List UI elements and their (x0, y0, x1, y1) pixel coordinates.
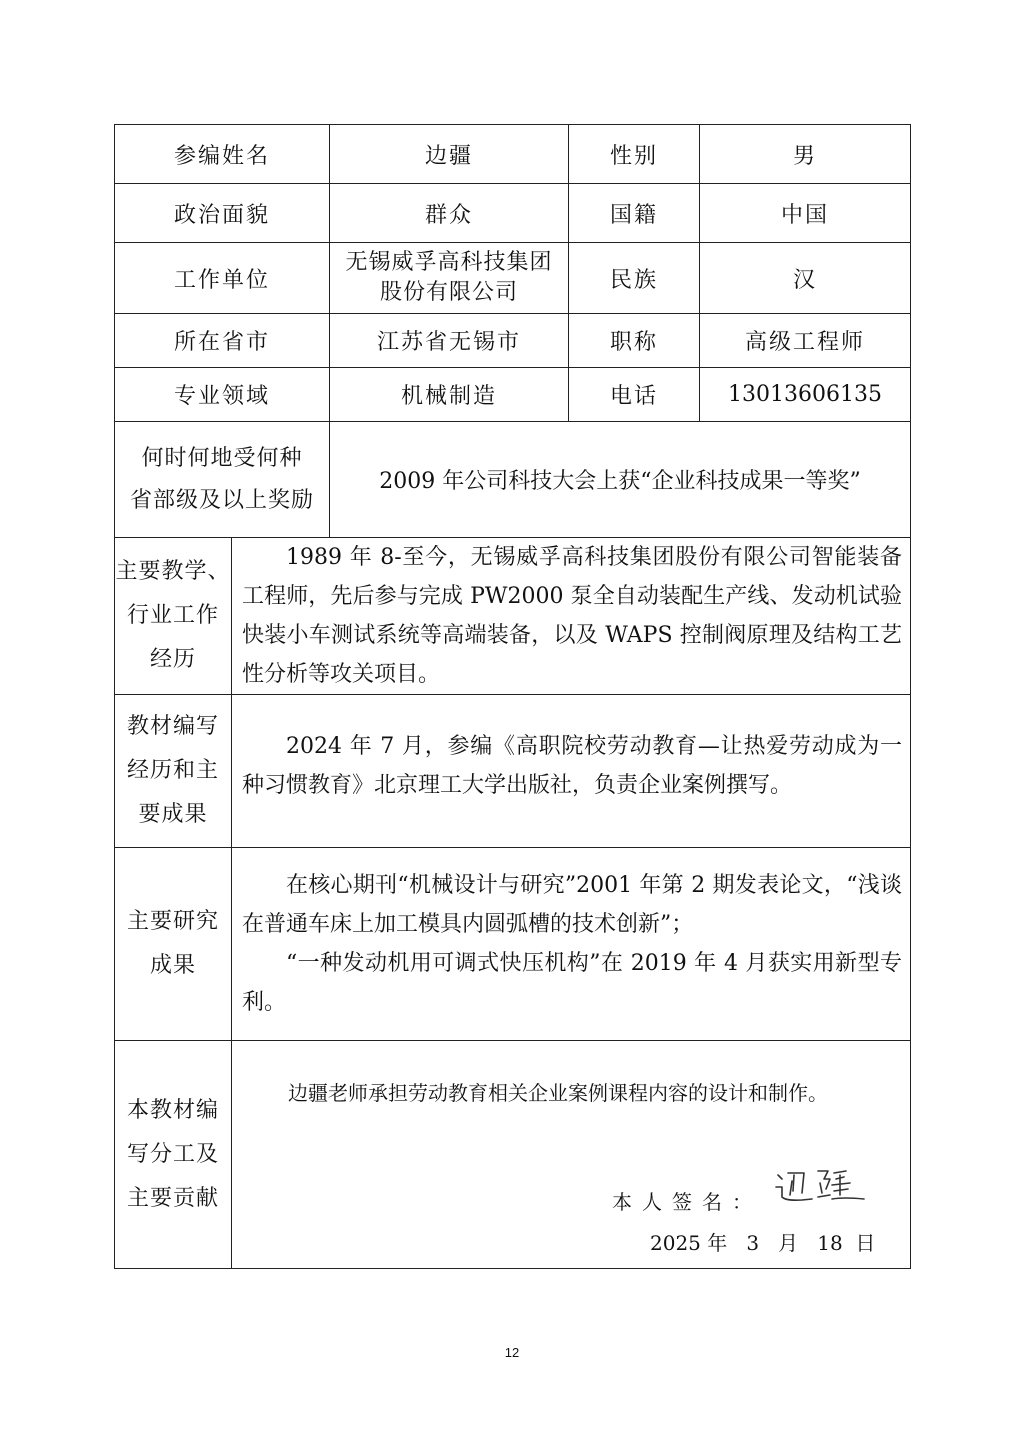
awards-label-line: 省部级及以上奖励 (130, 487, 315, 513)
table-row (115, 422, 911, 538)
contribution-label-line: 本教材编 (126, 1097, 219, 1123)
table-row (115, 314, 911, 368)
gender-value: 男 (700, 125, 911, 184)
location-value: 江苏省无锡市 (330, 314, 569, 368)
table-row (115, 368, 911, 422)
politics-label: 政治面貌 (115, 184, 330, 243)
contribution-text: 边疆老师承担劳动教育相关企业案例课程内容的设计和制作。 (288, 1081, 828, 1105)
date-month-unit: 月 (778, 1231, 799, 1255)
table-row (115, 184, 911, 243)
title-value: 高级工程师 (700, 314, 911, 368)
contribution-content (232, 1041, 911, 1269)
research-text-patent: “一种发动机用可调式快压机构”在 2019 年 4 月获实用新型专利。 (242, 951, 903, 1015)
table-row (115, 243, 911, 314)
experience-label-line: 行业工作 (126, 603, 219, 628)
table-row (115, 125, 911, 184)
research-text-paper: 在核心期刊“机械设计与研究”2001 年第 2 期发表论文，“浅谈在普通车床上加工模具内圆弧槽的技术创新”； (242, 873, 903, 937)
experience-text: 1989 年 8-至今，无锡威孚高科技集团股份有限公司智能装备工程师，先后参与完成 PW2000 泵全自动装配生产线、发动机试验快装小车测试系统等高端装备，以及 WAPS 控制阀原理及结构工艺性分析等攻关项目。 (242, 545, 903, 687)
phone-label: 电话 (569, 368, 700, 422)
textbook-label-line: 要成果 (138, 802, 208, 827)
author-info-table (114, 124, 911, 1269)
experience-content (232, 538, 911, 695)
handwritten-signature (772, 1163, 868, 1205)
nationality-value: 中国 (700, 184, 911, 243)
awards-label (115, 422, 330, 538)
phone-value: 13013606135 (700, 368, 911, 422)
table-row (115, 695, 911, 848)
research-label-line: 成果 (149, 953, 196, 978)
research-label (115, 848, 232, 1041)
contribution-label-line: 写分工及 (126, 1141, 219, 1167)
contribution-label (115, 1041, 232, 1269)
textbook-text: 2024 年 7 月，参编《高职院校劳动教育—让热爱劳动成为一种习惯教育》北京理工大学出版社，负责企业案例撰写。 (242, 734, 903, 798)
date-year: 2025 (650, 1231, 701, 1255)
awards-value: 2009 年公司科技大会上获“企业科技成果一等奖” (330, 422, 911, 538)
employer-label: 工作单位 (115, 243, 330, 314)
awards-label-line: 何时何地受何种 (141, 445, 303, 471)
textbook-label-line: 教材编写 (126, 714, 219, 739)
employer-value: 无锡威孚高科技集团股份有限公司 (330, 243, 569, 314)
name-label: 参编姓名 (115, 125, 330, 184)
textbook-label-line: 经历和主 (126, 758, 219, 783)
signature-date (650, 1227, 875, 1256)
experience-label (115, 538, 232, 695)
field-label: 专业领域 (115, 368, 330, 422)
experience-label-line: 经历 (149, 647, 196, 672)
experience-label-line: 主要教学、 (115, 559, 231, 584)
ethnicity-value: 汉 (700, 243, 911, 314)
table-row (115, 1041, 911, 1269)
signature-label: 本人签名： (612, 1190, 762, 1214)
name-value: 边疆 (330, 125, 569, 184)
date-month: 3 (746, 1231, 760, 1255)
table-row (115, 848, 911, 1041)
table-row (115, 538, 911, 695)
date-year-unit: 年 (707, 1231, 728, 1255)
gender-label: 性别 (569, 125, 700, 184)
contribution-label-line: 主要贡献 (126, 1185, 219, 1211)
nationality-label: 国籍 (569, 184, 700, 243)
page-number: 12 (504, 1345, 520, 1360)
date-day-unit: 日 (855, 1231, 876, 1255)
title-label: 职称 (569, 314, 700, 368)
field-value: 机械制造 (330, 368, 569, 422)
date-day: 18 (817, 1231, 843, 1255)
politics-value: 群众 (330, 184, 569, 243)
research-content (232, 848, 911, 1041)
textbook-label (115, 695, 232, 848)
research-label-line: 主要研究 (126, 909, 219, 934)
textbook-content (232, 695, 911, 848)
ethnicity-label: 民族 (569, 243, 700, 314)
location-label: 所在省市 (115, 314, 330, 368)
